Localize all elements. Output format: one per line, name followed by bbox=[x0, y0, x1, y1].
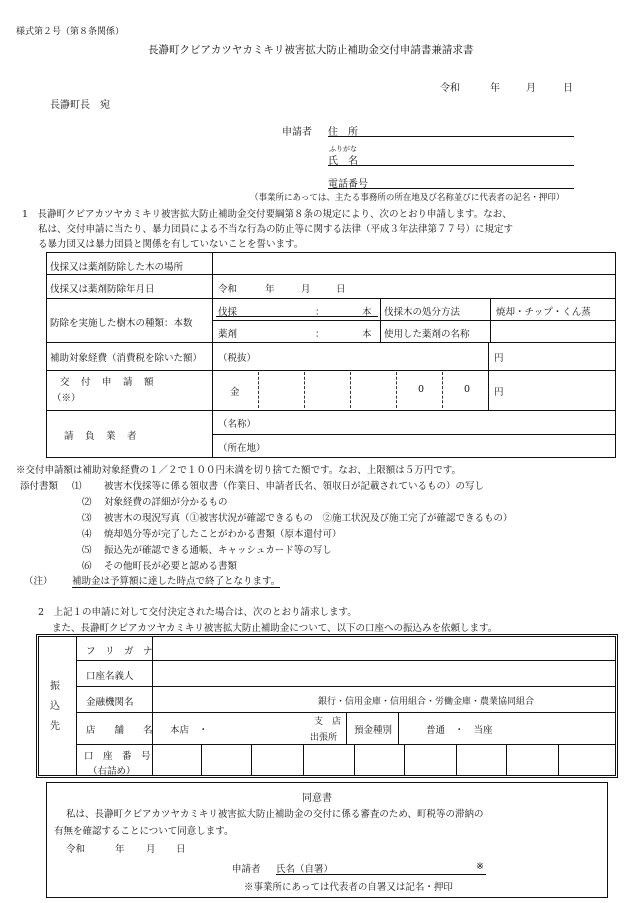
date-year-cell: 年 bbox=[265, 284, 275, 295]
consent-date-month: 月 bbox=[146, 844, 156, 855]
furigana-label: ふりがな bbox=[329, 145, 357, 153]
consent-line2: 有無を確認することについて同意します。 bbox=[54, 826, 234, 837]
side-char: 振 bbox=[50, 681, 60, 692]
name-field-line[interactable] bbox=[328, 165, 574, 166]
name-label: 氏 名 bbox=[328, 156, 358, 167]
attachment-text: 対象経費の詳細が分かるもの bbox=[104, 497, 228, 508]
footnote: ※交付申請額は補助対象経費の１／２で１００円未満を切り捨てた額です。なお、上限額は５万円です。 bbox=[16, 465, 461, 476]
contractor-name-label: （名称） bbox=[218, 419, 257, 430]
para2-line1: 2 上記１の申請に対して交付決定された場合は、次のとおり請求します。 bbox=[38, 607, 357, 618]
holder-label: 口座名義人 bbox=[86, 671, 134, 682]
signature-line[interactable] bbox=[276, 874, 486, 875]
cost-yen: 円 bbox=[494, 353, 504, 364]
phone-field-line[interactable] bbox=[328, 188, 574, 189]
branch-label: 店 舗 名 bbox=[86, 725, 153, 736]
request-zero-2: 0 bbox=[464, 384, 471, 395]
furigana-row-label: フ リ ガ ナ bbox=[86, 646, 153, 657]
note-text: 補助金は予算額に達した時点で終了となります。 bbox=[72, 573, 280, 588]
chemical-colon: ： bbox=[315, 329, 325, 340]
applicant-label: 申請者 bbox=[282, 127, 312, 138]
para1-line2: 私は、交付申請に当たり、暴力団員による不当な行為の防止等に関する法律（平成３年法律第７７号）に規定す bbox=[38, 224, 514, 235]
furigana-field[interactable] bbox=[156, 640, 612, 658]
chemical-name-label: 使用した薬剤の名称 bbox=[384, 329, 470, 340]
note-label: （注） bbox=[24, 576, 53, 587]
consent-signer-name-label: 氏名（自署） bbox=[276, 864, 334, 875]
attachment-no: ⑴ bbox=[72, 481, 82, 492]
attachment-text: その他町長が必要と認める書類 bbox=[104, 561, 238, 572]
shiten-label: 支 店 bbox=[314, 717, 342, 727]
consent-title: 同意書 bbox=[302, 793, 332, 804]
side-char: 先 bbox=[50, 721, 60, 732]
felling-colon: ： bbox=[315, 307, 325, 318]
holder-field[interactable] bbox=[156, 664, 612, 684]
consent-date-era: 令和 bbox=[66, 844, 86, 855]
consent-mark: ※ bbox=[476, 861, 484, 872]
right-aligned-note: （右詰め） bbox=[88, 766, 136, 777]
cost-label: 補助対象経費（消費税を除いた額） bbox=[50, 353, 203, 364]
form-number: 様式第２号（第８条関係） bbox=[16, 27, 125, 37]
chemical-label: 薬剤 bbox=[218, 329, 238, 340]
deposit-options[interactable]: 普通 ・ 当座 bbox=[426, 725, 493, 736]
para2-line2: また、長瀞町クビアカツヤカミキリ被害拡大防止補助金について、以下の口座への振込みを依頼します。 bbox=[52, 623, 498, 634]
attachment-text: 振込先が確認できる通帳、キャッシュカード等の写し bbox=[104, 545, 332, 556]
attachment-text: 焼却処分等が完了したことがわかる書類（原本還付可） bbox=[104, 529, 342, 540]
consent-line1: 私は、長瀞町クビアカツヤカミキリ被害拡大防止補助金の交付に係る審査のため、町税等の滞納の bbox=[66, 809, 484, 820]
chemical-hon: 本 bbox=[362, 329, 372, 340]
phone-label: 電話番号 bbox=[328, 179, 368, 190]
request-yen: 円 bbox=[494, 387, 504, 398]
institution-types: 銀行・信用金庫・信用組合・労働金庫・農業協同組合 bbox=[318, 697, 535, 707]
contractor-address-label: （所在地） bbox=[218, 443, 266, 454]
institution-label: 金融機関名 bbox=[86, 697, 134, 708]
addressee: 長瀞町長 宛 bbox=[50, 100, 110, 111]
date-month-cell: 月 bbox=[301, 284, 311, 295]
date-month: 月 bbox=[526, 83, 536, 94]
consent-date-year: 年 bbox=[115, 844, 125, 855]
para1-line1: 1 長瀞町クビアカツヤカミキリ被害拡大防止補助金交付要綱第８条の規定により、次のとおり申請します。なお、 bbox=[22, 209, 512, 220]
attachment-no: ⑹ bbox=[82, 561, 92, 572]
date-day-cell: 日 bbox=[336, 284, 346, 295]
address-field-line[interactable] bbox=[328, 136, 574, 137]
attachment-no: ⑵ bbox=[82, 497, 92, 508]
honten-label: 本店 ・ bbox=[170, 725, 209, 736]
request-label: 交 付 申 請 額 bbox=[60, 377, 155, 388]
account-number-label: 口 座 番 号 bbox=[84, 751, 151, 762]
request-zero-1: 0 bbox=[418, 384, 425, 395]
attachment-text: 被害木伐採等に係る領収書（作業日、申請者氏名、領収日が記載されているもの）の写し bbox=[104, 481, 485, 492]
attachment-no: ⑸ bbox=[82, 545, 92, 556]
disposal-label: 伐採木の処分方法 bbox=[384, 307, 461, 318]
place-field[interactable] bbox=[216, 256, 612, 272]
date-day: 日 bbox=[563, 83, 573, 94]
date-era-cell: 令和 bbox=[218, 284, 238, 295]
attachments-head: 添付書類 bbox=[20, 481, 59, 492]
contractor-label: 請 負 業 者 bbox=[64, 431, 138, 442]
felling-label: 伐採 bbox=[218, 307, 238, 318]
date-era: 令和 bbox=[440, 83, 460, 94]
attachment-no: ⑶ bbox=[82, 513, 92, 524]
felling-underline bbox=[216, 316, 378, 317]
document-title: 長瀞町クビアカツヤカミキリ被害拡大防止補助金交付申請書兼請求書 bbox=[148, 44, 474, 56]
applicant-note: （事業所にあっては、主たる事務所の所在地及び名称並びに代表者の記名・押印） bbox=[250, 193, 565, 203]
attachment-text: 被害木の現況写真（①被害状況が確認できるもの ②施工状況及び施工完了が確認できるもの） bbox=[104, 513, 513, 524]
para1-line3: る暴力団又は暴力団員と関係を有していないことを誓います。 bbox=[38, 239, 304, 250]
deposit-type-label: 預金種別 bbox=[354, 725, 393, 736]
trees-label: 防除を実施した樹木の種類：本数 bbox=[50, 318, 193, 329]
felling-hon: 本 bbox=[362, 307, 372, 318]
attachment-no: ⑷ bbox=[82, 529, 92, 540]
tax-excluded: （税抜） bbox=[218, 353, 257, 364]
kin-label: 金 bbox=[230, 387, 240, 398]
date-year: 年 bbox=[490, 83, 500, 94]
place-label: 伐採又は薬剤防除した木の場所 bbox=[50, 262, 184, 273]
address-label: 住 所 bbox=[328, 127, 358, 138]
request-note: （※） bbox=[52, 393, 81, 404]
side-char: 込 bbox=[50, 701, 60, 712]
transfer-destination-label bbox=[50, 680, 60, 734]
date-label: 伐採又は薬剤防除年月日 bbox=[50, 284, 155, 295]
consent-signer-label: 申請者 bbox=[232, 864, 261, 875]
consent-date-day: 日 bbox=[176, 844, 186, 855]
disposal-value[interactable]: 焼却・チップ・くん蒸 bbox=[496, 307, 591, 318]
shucchojo-label: 出張所 bbox=[310, 733, 338, 743]
consent-note: ※事業所にあっては代表者の自署又は記名・押印 bbox=[244, 882, 453, 893]
